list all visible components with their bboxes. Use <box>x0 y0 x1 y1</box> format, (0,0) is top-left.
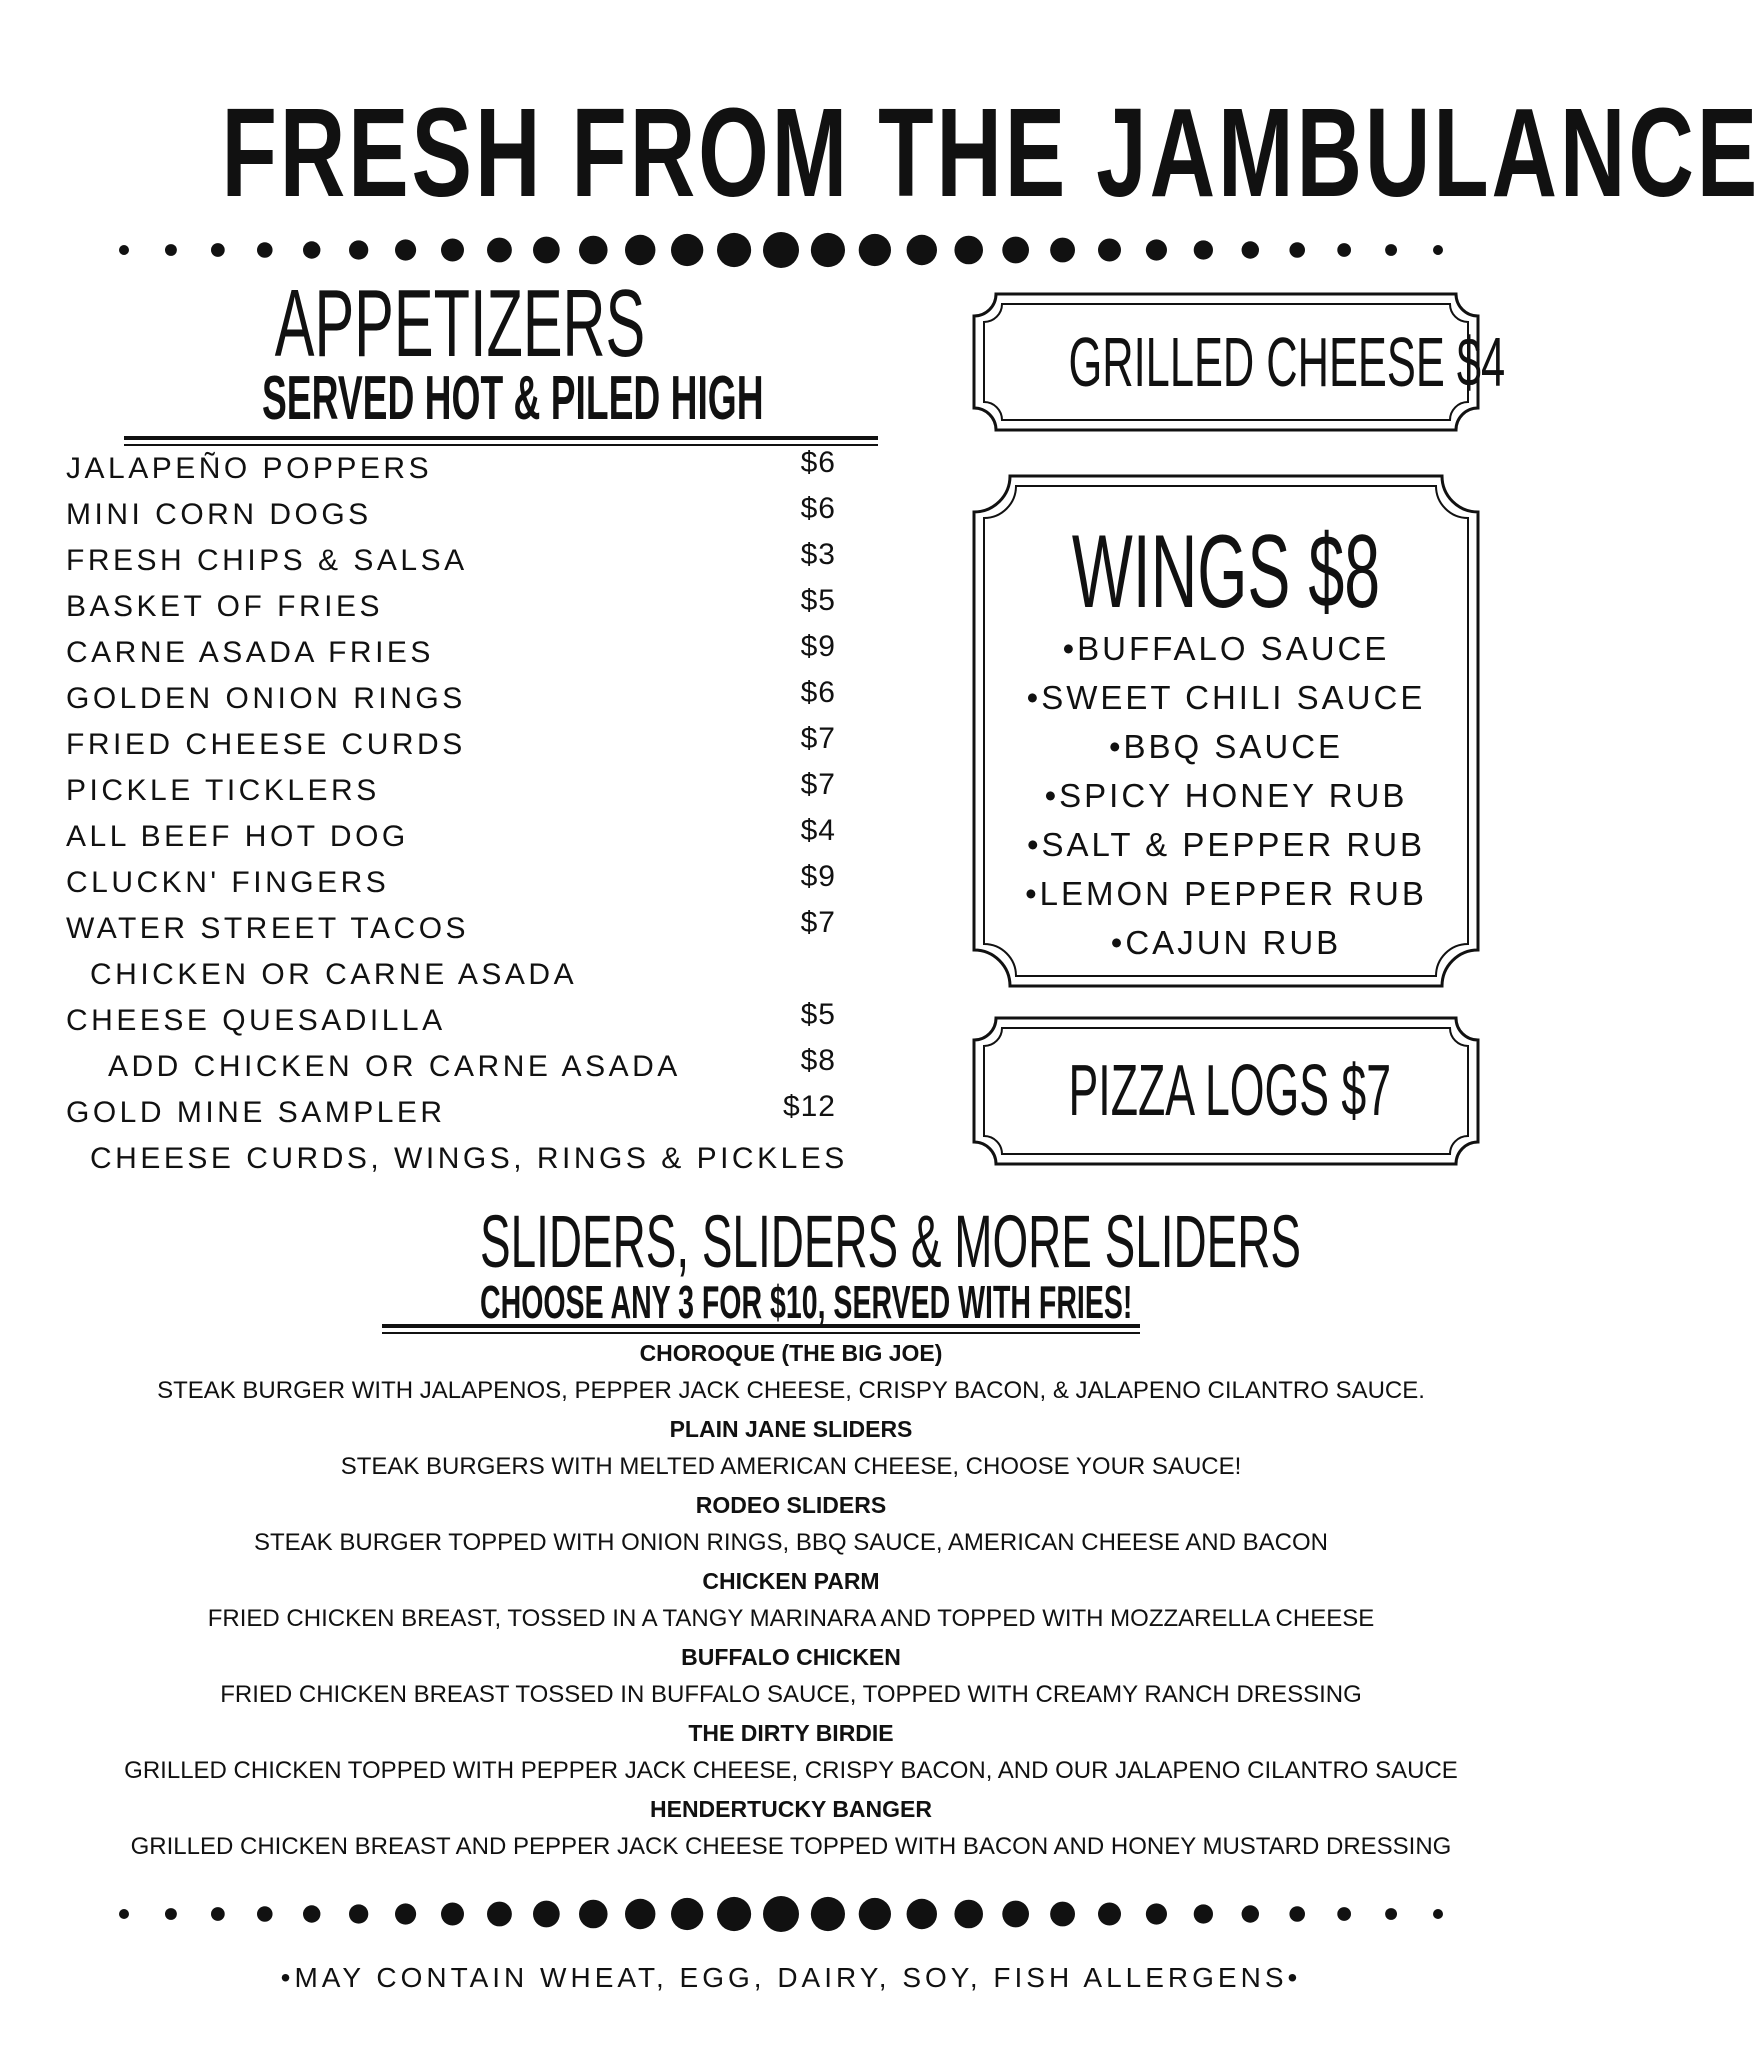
decorative-dot <box>257 1906 273 1922</box>
item-note: CHEESE CURDS, WINGS, RINGS & PICKLES <box>90 1142 848 1175</box>
decorative-dot <box>717 233 751 267</box>
decorative-dot <box>1098 1903 1121 1926</box>
item-price: $5 <box>800 998 836 1031</box>
item-name: ALL BEEF HOT DOG <box>66 820 409 853</box>
item-name: CARNE ASADA FRIES <box>66 636 434 669</box>
decorative-dot <box>907 1899 937 1929</box>
slider-list <box>0 1334 1582 1866</box>
decorative-dot <box>1002 237 1029 264</box>
bottom-dot-divider <box>0 1884 1582 1944</box>
decorative-dot <box>1385 1908 1397 1920</box>
sliders-rule <box>382 1324 1140 1328</box>
item-name: FRIED CHEESE CURDS <box>66 728 466 761</box>
decorative-dot <box>671 234 703 266</box>
grilled-cheese-label: GRILLED CHEESE $4 <box>1068 323 1506 401</box>
decorative-dot <box>349 1904 368 1923</box>
top-dot-divider <box>0 220 1582 280</box>
decorative-dot <box>1289 242 1305 258</box>
decorative-dot <box>1146 239 1167 260</box>
decorative-dot <box>717 1897 751 1931</box>
decorative-dot <box>954 1900 983 1929</box>
item-price: $8 <box>800 1044 836 1077</box>
slider-name: CHOROQUE (THE BIG JOE) <box>639 1340 943 1366</box>
decorative-dot <box>303 1905 320 1922</box>
decorative-dot <box>211 243 225 257</box>
decorative-dot <box>1050 238 1075 263</box>
decorative-dot <box>1433 245 1443 255</box>
decorative-dot <box>395 239 416 260</box>
item-name: WATER STREET TACOS <box>66 912 470 945</box>
slider-name: BUFFALO CHICKEN <box>681 1644 901 1670</box>
decorative-dot <box>907 235 937 265</box>
pizza-logs-label: PIZZA LOGS $7 <box>1068 1051 1392 1131</box>
slider-description: GRILLED CHICKEN TOPPED WITH PEPPER JACK CHEESE, CRISPY BACON, AND OUR JALAPENO CILANTRO SAUCE <box>124 1757 1458 1784</box>
sliders-heading: SLIDERS, SLIDERS & MORE SLIDERS <box>480 1200 1301 1283</box>
decorative-dot <box>441 1903 464 1926</box>
decorative-dot <box>257 242 273 258</box>
decorative-dot <box>349 240 368 259</box>
decorative-dot <box>165 244 177 256</box>
decorative-dot <box>165 1908 177 1920</box>
decorative-dot <box>579 1900 608 1929</box>
decorative-dot <box>533 1901 560 1928</box>
decorative-dot <box>625 235 655 265</box>
list-item: •SALT & PEPPER RUB <box>1026 826 1426 863</box>
list-item: •CAJUN RUB <box>1110 924 1342 961</box>
item-price: $6 <box>800 446 836 479</box>
decorative-dot <box>119 1909 129 1919</box>
decorative-dot <box>441 239 464 262</box>
item-price: $3 <box>800 538 836 571</box>
slider-description: FRIED CHICKEN BREAST TOSSED IN BUFFALO SAUCE, TOPPED WITH CREAMY RANCH DRESSING <box>220 1681 1362 1708</box>
decorative-dot <box>763 232 799 268</box>
slider-name: PLAIN JANE SLIDERS <box>669 1416 913 1442</box>
decorative-dot <box>859 234 891 266</box>
appetizers-subheading: SERVED HOT & PILED HIGH <box>262 364 764 433</box>
decorative-dot <box>811 233 845 267</box>
decorative-dot <box>1433 1909 1443 1919</box>
allergen-note: •MAY CONTAIN WHEAT, EGG, DAIRY, SOY, FISH ALLERGENS• <box>280 1962 1302 1993</box>
appetizer-list <box>66 446 866 1182</box>
item-name: CHEESE QUESADILLA <box>66 1004 446 1037</box>
wings-title: WINGS $8 <box>1071 514 1381 630</box>
item-price: $6 <box>800 492 836 525</box>
slider-name: RODEO SLIDERS <box>695 1492 887 1518</box>
decorative-dot <box>763 1896 799 1932</box>
item-price: $7 <box>800 722 836 755</box>
slider-name: THE DIRTY BIRDIE <box>688 1720 894 1746</box>
slider-description: STEAK BURGER TOPPED WITH ONION RINGS, BBQ SAUCE, AMERICAN CHEESE AND BACON <box>254 1529 1328 1556</box>
list-item: •LEMON PEPPER RUB <box>1025 875 1427 912</box>
list-item <box>66 1090 866 1136</box>
item-name: JALAPEÑO POPPERS <box>66 452 433 485</box>
appetizers-heading: APPETIZERS <box>274 270 646 377</box>
decorative-dot <box>1289 1906 1305 1922</box>
item-price: $7 <box>800 768 836 801</box>
decorative-dot <box>1146 1903 1167 1924</box>
decorative-dot <box>487 1902 512 1927</box>
wings-box <box>972 474 1480 988</box>
dot-row <box>119 1896 1443 1932</box>
decorative-dot <box>487 238 512 263</box>
decorative-dot <box>1385 244 1397 256</box>
slider-name: CHICKEN PARM <box>702 1568 880 1594</box>
dot-row <box>119 232 1443 268</box>
item-price: $12 <box>782 1090 836 1123</box>
slider-name: HENDERTUCKY BANGER <box>650 1796 932 1822</box>
decorative-dot <box>1194 1904 1213 1923</box>
slider-description: STEAK BURGERS WITH MELTED AMERICAN CHEESE, CHOOSE YOUR SAUCE! <box>340 1453 1242 1480</box>
item-price: $9 <box>800 630 836 663</box>
item-name: BASKET OF FRIES <box>66 590 384 623</box>
list-item: •SPICY HONEY RUB <box>1044 777 1408 814</box>
decorative-dot <box>579 236 608 265</box>
wing-flavor-list <box>972 624 1480 967</box>
decorative-dot <box>119 245 129 255</box>
list-item <box>66 1136 866 1182</box>
decorative-dot <box>671 1898 703 1930</box>
item-price: $6 <box>800 676 836 709</box>
list-item: •SWEET CHILI SAUCE <box>1026 679 1426 716</box>
decorative-dot <box>395 1903 416 1924</box>
item-note: CHICKEN OR CARNE ASADA <box>90 958 578 991</box>
decorative-dot <box>211 1907 225 1921</box>
sliders-subheading: CHOOSE ANY 3 FOR $10, SERVED WITH FRIES! <box>480 1276 1133 1328</box>
decorative-dot <box>1002 1901 1029 1928</box>
item-name: GOLD MINE SAMPLER <box>66 1096 446 1129</box>
decorative-dot <box>954 236 983 265</box>
decorative-dot <box>1242 241 1259 258</box>
item-price: $5 <box>800 584 836 617</box>
item-price: $7 <box>800 906 836 939</box>
item-name: CLUCKN' FINGERS <box>66 866 390 899</box>
list-item <box>66 906 866 952</box>
item-name: FRESH CHIPS & SALSA <box>66 544 468 577</box>
decorative-dot <box>303 241 320 258</box>
decorative-dot <box>533 237 560 264</box>
decorative-dot <box>1242 1905 1259 1922</box>
decorative-dot <box>1337 243 1351 257</box>
slider-description: GRILLED CHICKEN BREAST AND PEPPER JACK CHEESE TOPPED WITH BACON AND HONEY MUSTARD DRESSING <box>130 1833 1452 1860</box>
pizza-logs-box <box>972 1016 1480 1166</box>
slider-description: STEAK BURGER WITH JALAPENOS, PEPPER JACK CHEESE, CRISPY BACON, & JALAPENO CILANTRO SAUCE. <box>157 1377 1425 1404</box>
grilled-cheese-box <box>972 292 1506 432</box>
list-item: •BUFFALO SAUCE <box>1062 630 1390 667</box>
decorative-dot <box>1050 1902 1075 1927</box>
decorative-dot <box>859 1898 891 1930</box>
decorative-dot <box>1337 1907 1351 1921</box>
menu-title: FRESH FROM THE JAMBULANCE <box>221 82 1760 223</box>
item-price: $9 <box>800 860 836 893</box>
item-name: PICKLE TICKLERS <box>66 774 380 807</box>
item-price: $4 <box>800 814 836 847</box>
decorative-dot <box>811 1897 845 1931</box>
list-item: •BBQ SAUCE <box>1108 728 1344 765</box>
item-name: MINI CORN DOGS <box>66 498 372 531</box>
decorative-dot <box>1194 240 1213 259</box>
slider-description: FRIED CHICKEN BREAST, TOSSED IN A TANGY MARINARA AND TOPPED WITH MOZZARELLA CHEESE <box>207 1605 1375 1632</box>
item-name: GOLDEN ONION RINGS <box>66 682 466 715</box>
item-note: ADD CHICKEN OR CARNE ASADA <box>108 1050 681 1083</box>
decorative-dot <box>625 1899 655 1929</box>
decorative-dot <box>1098 239 1121 262</box>
